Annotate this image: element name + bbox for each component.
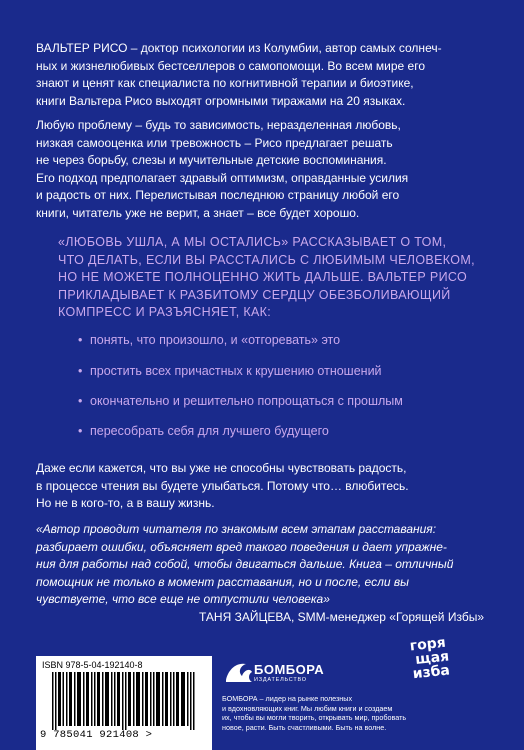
list-item bbox=[78, 333, 340, 347]
logo-line: щая bbox=[414, 648, 450, 668]
book-summary-block bbox=[58, 234, 478, 322]
text-line: Но не в кого-то, а в вашу жизнь. bbox=[36, 496, 215, 510]
text-line: Любую проблему – будь то зависимость, неразделенная любовь, bbox=[36, 118, 401, 132]
list-item bbox=[78, 364, 382, 378]
logo-line: горя bbox=[409, 634, 447, 655]
text-line: разбирает ошибки, объясняет вред такого поведения и дает упражне- bbox=[36, 539, 447, 554]
review-signature: ТАНЯ ЗАЙЦЕВА, SMM-менеджер «Горящей Избы» bbox=[199, 610, 484, 624]
text-line: Даже если кажется, что вы уже не способны чувствовать радость, bbox=[36, 461, 407, 475]
publisher-name: БОМБОРА bbox=[254, 662, 325, 677]
bullet-icon: • bbox=[78, 333, 83, 347]
text-line: Его подход предполагает здравый оптимизм, оправданные усилия bbox=[36, 170, 409, 185]
text-line: ВАЛЬТЕР РИСО – доктор психологии из Колумбии, автор самых солнеч- bbox=[36, 41, 442, 55]
closing-paragraph bbox=[36, 460, 486, 513]
list-item-label: понять, что произошло, и «отгоревать» это bbox=[90, 333, 341, 347]
list-item-label: окончательно и решительно попрощаться с прошлым bbox=[90, 394, 403, 408]
barcode-bars bbox=[52, 672, 200, 730]
text-line: новое, расти. Быть счастливыми. Быть на волне. bbox=[222, 722, 387, 732]
text-line: книги Вальтера Рисо выходят огромными тиражами на 20 языках. bbox=[36, 93, 406, 108]
list-item-label: пересобрать себя для лучшего будущего bbox=[90, 424, 329, 438]
list-item-label: простить всех причастных к крушению отношений bbox=[90, 364, 382, 378]
text-line: не через борьбу, слезы и мучительные детские воспоминания. bbox=[36, 153, 387, 167]
review-quote bbox=[36, 521, 486, 609]
text-line: БОМБОРА – лидер на рынке полезных bbox=[222, 694, 353, 703]
list-item bbox=[78, 394, 403, 408]
text-line: низкая самооценка или тревожность – Рисо предлагает решать bbox=[36, 135, 393, 150]
author-intro-paragraph bbox=[36, 40, 486, 110]
text-line: КОМПРЕСС И РАЗЪЯСНЯЕТ, КАК: bbox=[58, 305, 272, 319]
text-line: НО НЕ МОЖЕТЕ ПОЛНОЦЕННО ЖИТЬ ДАЛЬШЕ. ВАЛЬТЕР РИСО bbox=[58, 270, 468, 284]
bullet-icon: • bbox=[78, 394, 83, 408]
text-line: знают и ценят как специалиста по когнитивной терапии и биоэтике, bbox=[36, 76, 414, 90]
barcode-digits: 9 785041 921408 > bbox=[40, 729, 153, 741]
text-line: и радость от них. Перелистывая последнюю страницу любой его bbox=[36, 188, 400, 202]
text-line: ПРИКЛАДЫВАЕТ К РАЗБИТОМУ СЕРДЦУ ОБЕЗБОЛИВАЮЩИЙ bbox=[58, 287, 451, 302]
isbn-label: ISBN 978-5-04-192140-8 bbox=[42, 660, 143, 670]
logo-line: изба bbox=[411, 662, 451, 683]
bullet-icon: • bbox=[78, 364, 83, 378]
list-item bbox=[78, 424, 329, 438]
text-line: книги, читатель уже не верит, а знает – все будет хорошо. bbox=[36, 205, 360, 220]
approach-paragraph bbox=[36, 117, 486, 222]
text-line: «ЛЮБОВЬ УШЛА, А МЫ ОСТАЛИСЬ» РАССКАЗЫВАЕТ О ТОМ, bbox=[58, 235, 447, 249]
bullet-icon: • bbox=[78, 424, 83, 438]
text-line: их, чтобы вы могли творить, открывать мир, пробовать bbox=[222, 713, 407, 722]
text-line: в процессе чтения вы будете улыбаться. Потому что… влюбитесь. bbox=[36, 478, 409, 493]
text-line: и вдохновляющих книг. Мы любим книги и создаем bbox=[222, 703, 393, 713]
publisher-description bbox=[222, 694, 462, 732]
publisher-subtitle: ИЗДАТЕЛЬСТВО bbox=[254, 677, 307, 683]
isbn-barcode bbox=[36, 656, 212, 750]
text-line: ния для работы над собой, чтобы двигаться дальше. Книга – отличный bbox=[36, 557, 454, 571]
text-line: чувствуете, что все еще не отпустили человека» bbox=[36, 592, 330, 606]
text-line: ных и жизнелюбивых бестселлеров о самопомощи. Во всем мире его bbox=[36, 58, 426, 73]
imprint-logo bbox=[409, 633, 479, 697]
text-line: ЧТО ДЕЛАТЬ, ЕСЛИ ВЫ РАССТАЛИСЬ С ЛЮБИМЫМ ЧЕЛОВЕКОМ, bbox=[58, 252, 475, 267]
text-line: «Автор проводит читателя по знакомым всем этапам расставания: bbox=[36, 522, 437, 536]
text-line: помощник не только в момент расставания, но и после, если вы bbox=[36, 574, 409, 589]
